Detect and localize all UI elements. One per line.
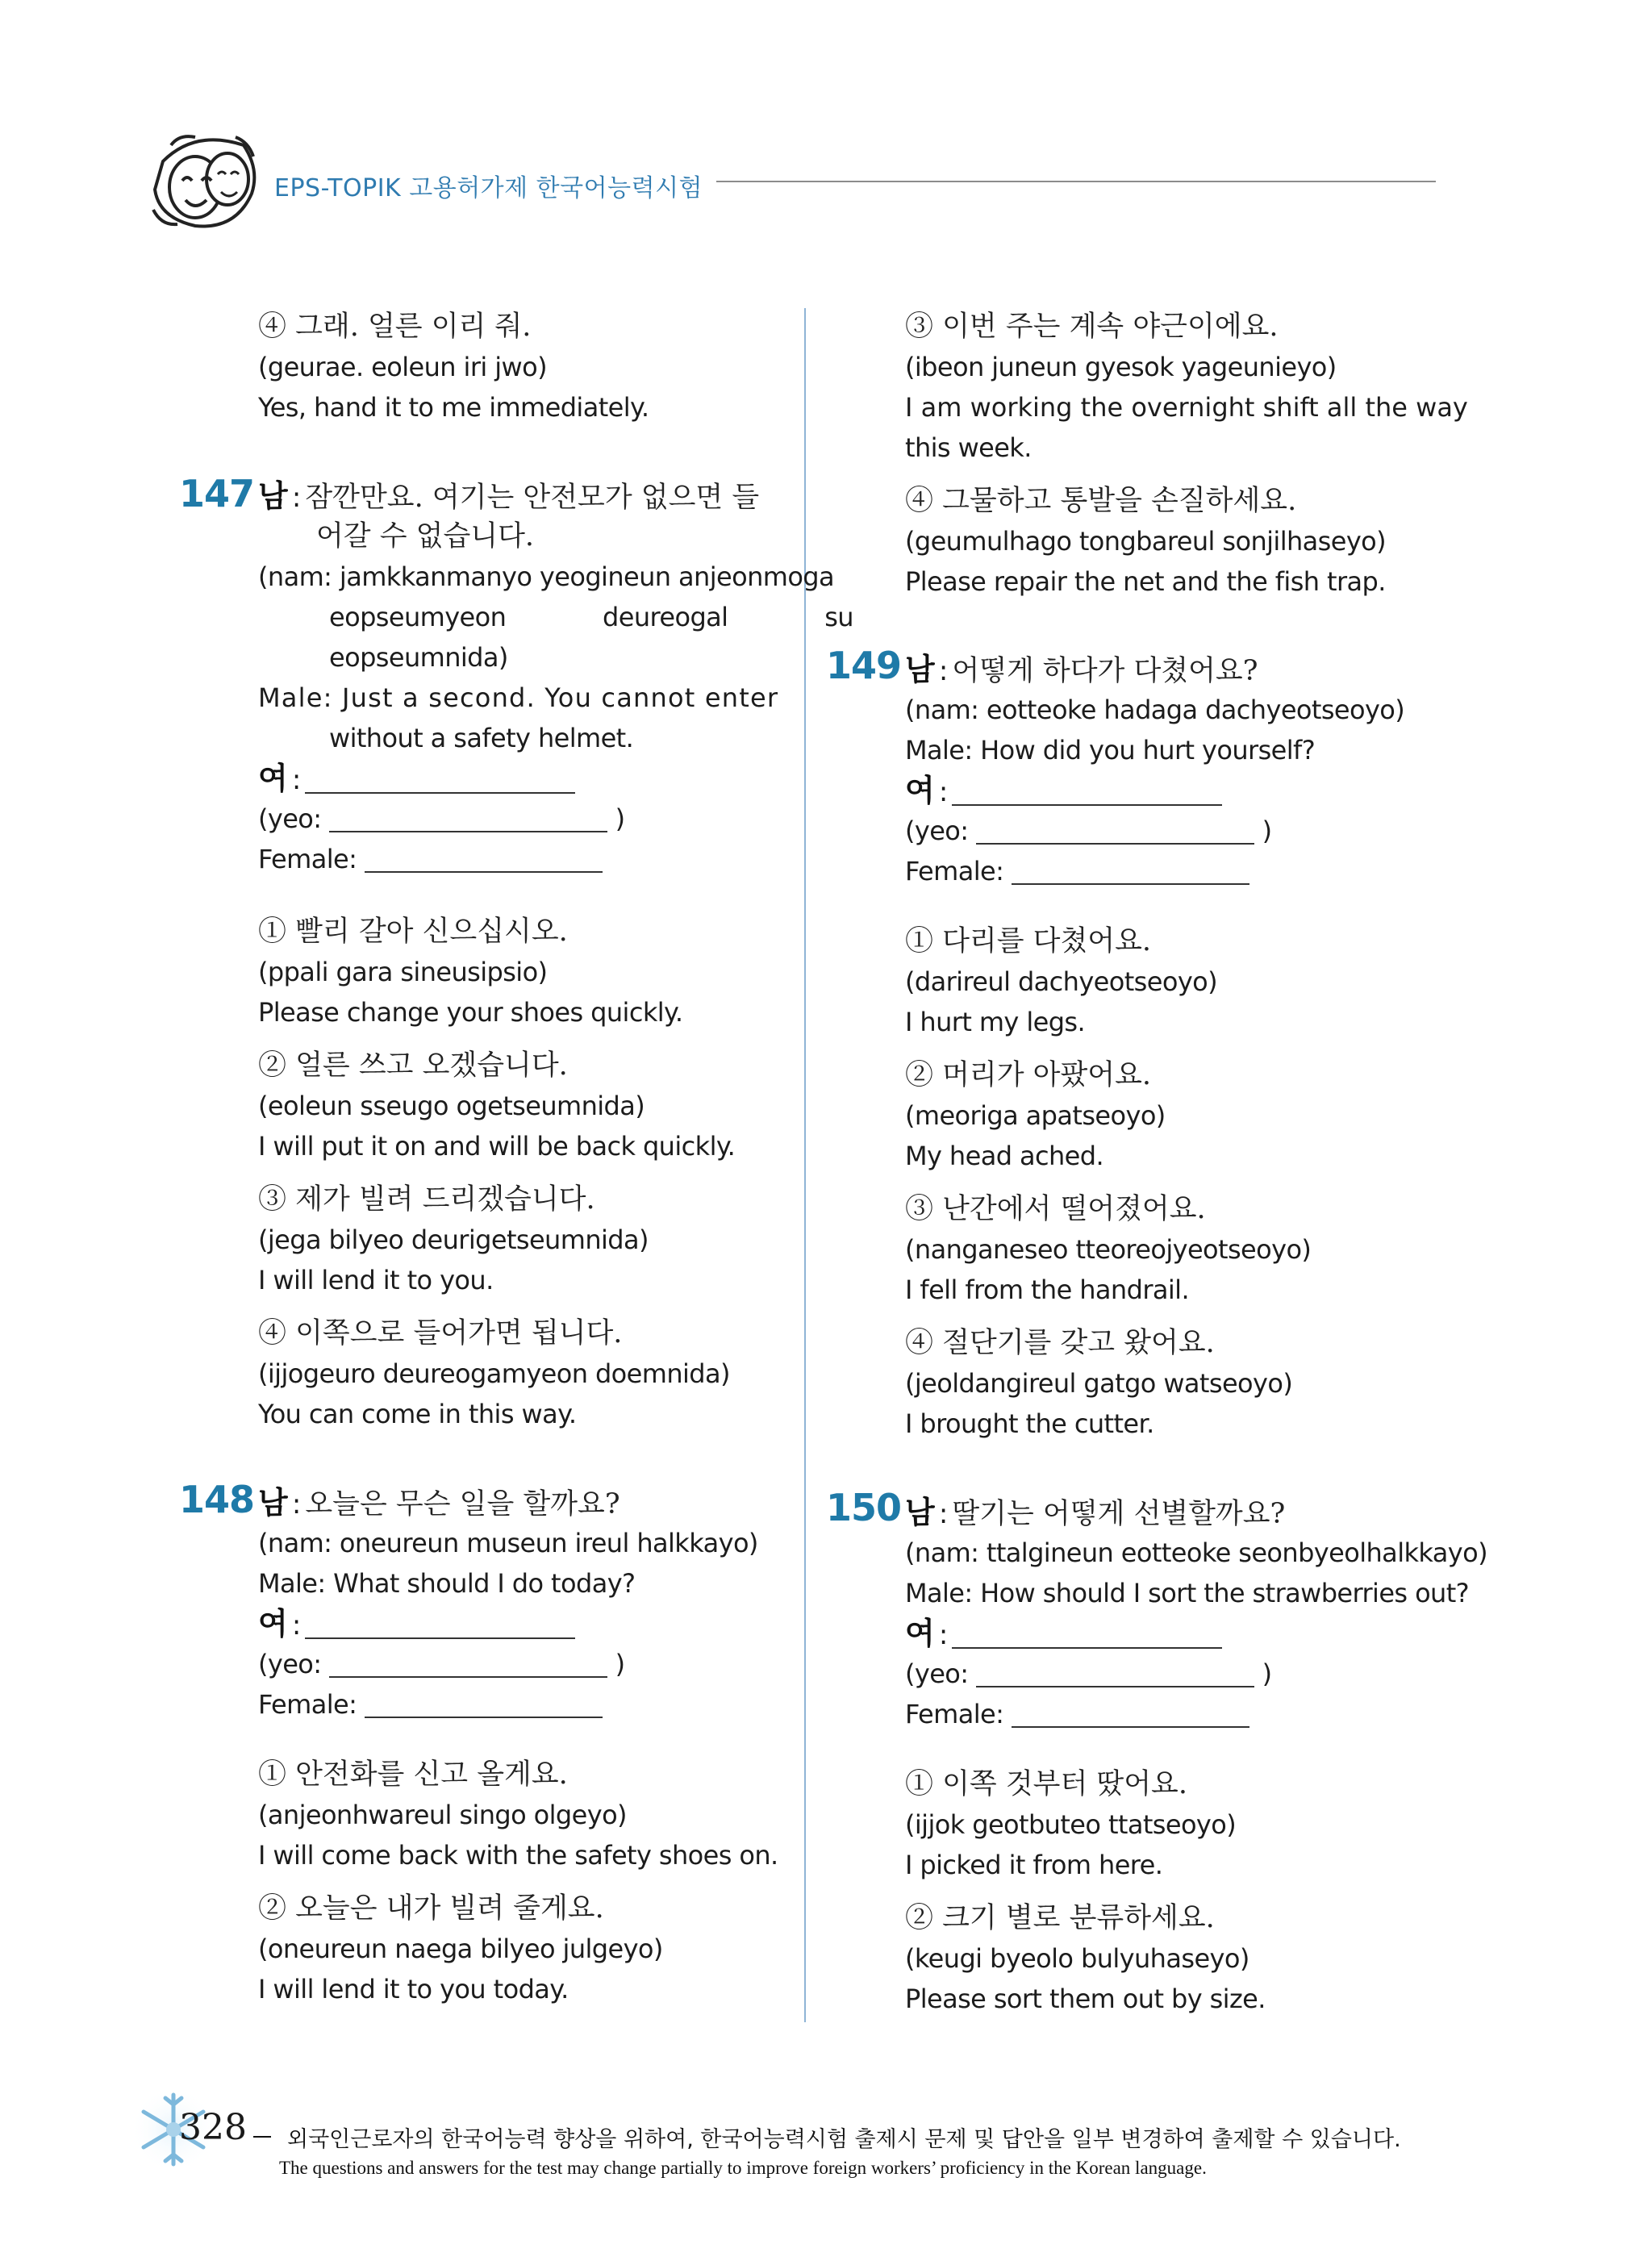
question-number: 147 (179, 472, 255, 515)
option-romanization: (ijjogeuro deureogamyeon doemnida) (258, 1358, 730, 1389)
option-korean: ④ 이쪽으로 들어가면 됩니다. (258, 1317, 623, 1350)
option-english: I will put it on and will be back quickly. (258, 1131, 736, 1162)
speaker-female: 여 (258, 1606, 288, 1642)
yeo-close: ) (615, 1649, 625, 1679)
answer-blank[interactable] (305, 1607, 575, 1639)
answer-blank[interactable] (976, 1655, 1254, 1687)
speaker-colon: : (291, 1609, 302, 1642)
option-english: Please sort them out by size. (905, 1984, 1266, 2014)
answer-blank[interactable] (305, 761, 575, 794)
yeo-romanization-label: (yeo: (905, 816, 969, 846)
male-line-english-cont: without a safety helmet. (329, 723, 634, 753)
male-line-english: Male: How should I sort the strawberries out? (905, 1578, 1470, 1608)
male-line-korean: 딸기는 어떻게 선별할까요? (952, 1498, 1286, 1530)
male-line-korean-cont: 어갈 수 없습니다. (316, 520, 535, 553)
option-korean: ③ 제가 빌려 드리겠습니다. (258, 1183, 595, 1216)
option-korean: ② 얼른 쓰고 오겠습니다. (258, 1049, 568, 1082)
speaker-colon: : (291, 482, 302, 514)
option-english: Please repair the net and the fish trap. (905, 566, 1386, 597)
option-romanization: (meoriga apatseoyo) (905, 1100, 1166, 1131)
option-korean: ① 안전화를 신고 올게요. (258, 1758, 568, 1791)
speaker-colon: : (938, 1619, 949, 1651)
option-korean: ④ 그물하고 통발을 손질하세요. (905, 485, 1297, 517)
male-line-romanization: (nam: eotteoke hadaga dachyeotseoyo) (905, 695, 1405, 725)
option-korean: ③ 난간에서 떨어졌어요. (905, 1193, 1206, 1225)
option-korean: ② 오늘은 내가 빌려 줄게요. (258, 1892, 604, 1925)
option-english: I am working the overnight shift all the way (905, 392, 1468, 423)
female-english-label: Female: (258, 844, 357, 874)
question-number: 149 (826, 644, 902, 687)
left-prev-option (258, 307, 649, 428)
option-korean: ④ 절단기를 갖고 왔어요. (905, 1327, 1215, 1359)
footer-note-english: The questions and answers for the test may change partially to improve foreign workers’ proficiency in the Korean language. (279, 2158, 1207, 2178)
option-romanization: (nanganeseo tteoreojyeotseoyo) (905, 1234, 1312, 1265)
male-line-korean: 어떻게 하다가 다쳤어요? (952, 655, 1258, 687)
option-romanization: (keugi byeolo bulyuhaseyo) (905, 1943, 1249, 1974)
option-romanization: (eoleun sseugo ogetseumnida) (258, 1091, 645, 1121)
option-korean: ② 크기 별로 분류하세요. (905, 1902, 1215, 1934)
option-romanization: (darireul dachyeotseoyo) (905, 966, 1218, 997)
option-korean: ② 머리가 아팠어요. (905, 1059, 1152, 1091)
options-149 (905, 921, 1311, 1444)
yeo-close: ) (1262, 1658, 1272, 1689)
option-romanization: (jega bilyeo deurigetseumnida) (258, 1224, 649, 1255)
question-150 (905, 1492, 1487, 1734)
yeo-romanization-label: (yeo: (258, 1649, 322, 1679)
speaker-colon: : (938, 1498, 949, 1530)
footer-dash (253, 2136, 271, 2138)
option-english: I will lend it to you today. (258, 1974, 569, 2004)
header-rule (716, 181, 1436, 182)
option-english: I brought the cutter. (905, 1408, 1154, 1439)
question-148 (258, 1483, 758, 1725)
speaker-male: 남 (905, 652, 935, 687)
option-romanization: (geumulhago tongbareul sonjilhaseyo) (905, 526, 1387, 557)
speaker-colon: : (291, 764, 302, 796)
male-line-romanization: (nam: jamkkanmanyo yeogineun anjeonmoga (258, 561, 835, 592)
speaker-female: 여 (905, 773, 935, 808)
option-korean: ③ 이번 주는 계속 야근이에요. (905, 311, 1279, 343)
option-english: Yes, hand it to me immediately. (258, 392, 649, 423)
header-title: EPS-TOPIK 고용허가제 한국어능력시험 (274, 174, 703, 202)
speaker-male: 남 (258, 1485, 288, 1521)
option-english-cont: this week. (905, 432, 1032, 463)
yeo-close: ) (1262, 816, 1272, 846)
option-romanization: (anjeonhwareul singo olgeyo) (258, 1800, 627, 1830)
question-149 (905, 649, 1404, 891)
option-english: You can come in this way. (258, 1399, 577, 1429)
male-line-english: Male: What should I do today? (258, 1568, 636, 1599)
option-korean: ① 빨리 갈아 신으십시오. (258, 916, 568, 948)
page-number: 328 (179, 2107, 247, 2148)
option-romanization: (geurae. eoleun iri jwo) (258, 352, 547, 382)
answer-blank[interactable] (1012, 853, 1249, 885)
option-romanization: (jeoldangireul gatgo watseoyo) (905, 1368, 1293, 1399)
speaker-colon: : (938, 655, 949, 687)
male-line-romanization: (nam: ttalgineun eotteoke seonbyeolhalkkayo) (905, 1537, 1487, 1568)
rom-word: eopseumyeon (329, 602, 507, 632)
option-romanization: (oneureun naega bilyeo julgeyo) (258, 1934, 663, 1964)
option-romanization: (ppali gara sineusipsio) (258, 957, 548, 987)
option-english: Please change your shoes quickly. (258, 997, 683, 1028)
male-line-english: Male: How did you hurt yourself? (905, 735, 1316, 765)
answer-blank[interactable] (952, 1616, 1222, 1649)
question-number: 150 (826, 1486, 902, 1529)
rom-word: deureogal (603, 602, 728, 632)
options-147 (258, 911, 735, 1434)
option-korean: ① 다리를 다쳤어요. (905, 925, 1152, 957)
option-romanization: (ijjok geotbuteo ttatseoyo) (905, 1809, 1237, 1840)
female-english-label: Female: (905, 1699, 1004, 1729)
option-korean: ④ 그래. 얼른 이리 줘. (258, 311, 532, 343)
speaker-male: 남 (905, 1495, 935, 1530)
male-line-english: Male: Just a second. You cannot enter (258, 682, 779, 713)
male-line-korean: 잠깐만요. 여기는 안전모가 없으면 들 (305, 482, 760, 514)
male-line-romanization-justified (258, 597, 853, 637)
answer-blank[interactable] (329, 800, 607, 832)
yeo-romanization-label: (yeo: (258, 803, 322, 834)
question-number: 148 (179, 1478, 255, 1521)
male-line-korean: 오늘은 무슨 일을 할까요? (305, 1488, 620, 1521)
option-english: I hurt my legs. (905, 1007, 1086, 1037)
speaker-male: 남 (258, 478, 288, 514)
option-english: I picked it from here. (905, 1850, 1163, 1880)
option-korean: ① 이쪽 것부터 땄어요. (905, 1768, 1187, 1800)
footer-note-korean: 외국인근로자의 한국어능력 향상을 위하여, 한국어능력시험 출제시 문제 및 답안을 일부 변경하여 출제할 수 있습니다. (287, 2127, 1401, 2152)
answer-blank[interactable] (976, 812, 1254, 845)
male-line-romanization: (nam: oneureun museun ireul halkkayo) (258, 1528, 758, 1558)
option-english: I fell from the handrail. (905, 1274, 1190, 1305)
answer-blank[interactable] (365, 1686, 603, 1718)
speaker-female: 여 (905, 1616, 935, 1651)
answer-blank[interactable] (329, 1646, 607, 1678)
option-english: My head ached. (905, 1141, 1104, 1171)
rom-word: su (824, 602, 853, 632)
yeo-romanization-label: (yeo: (905, 1658, 969, 1689)
speaker-female: 여 (258, 761, 288, 796)
option-english: I will come back with the safety shoes on. (258, 1840, 778, 1871)
male-line-romanization-cont: eopseumnida) (329, 642, 508, 673)
theater-masks-icon (147, 129, 266, 234)
yeo-close: ) (615, 803, 625, 834)
options-150 (905, 1764, 1266, 2019)
answer-blank[interactable] (365, 841, 603, 873)
answer-blank[interactable] (952, 774, 1222, 806)
speaker-colon: : (291, 1488, 302, 1521)
speaker-colon: : (938, 776, 949, 808)
option-english: I will lend it to you. (258, 1265, 494, 1295)
options-148 (258, 1754, 778, 2009)
female-english-label: Female: (905, 856, 1004, 886)
female-english-label: Female: (258, 1689, 357, 1720)
header-logo (147, 129, 266, 234)
option-romanization: (ibeon juneun gyesok yageunieyo) (905, 352, 1337, 382)
question-147 (258, 476, 853, 879)
right-prev-options (905, 307, 1468, 602)
answer-blank[interactable] (1012, 1696, 1249, 1728)
